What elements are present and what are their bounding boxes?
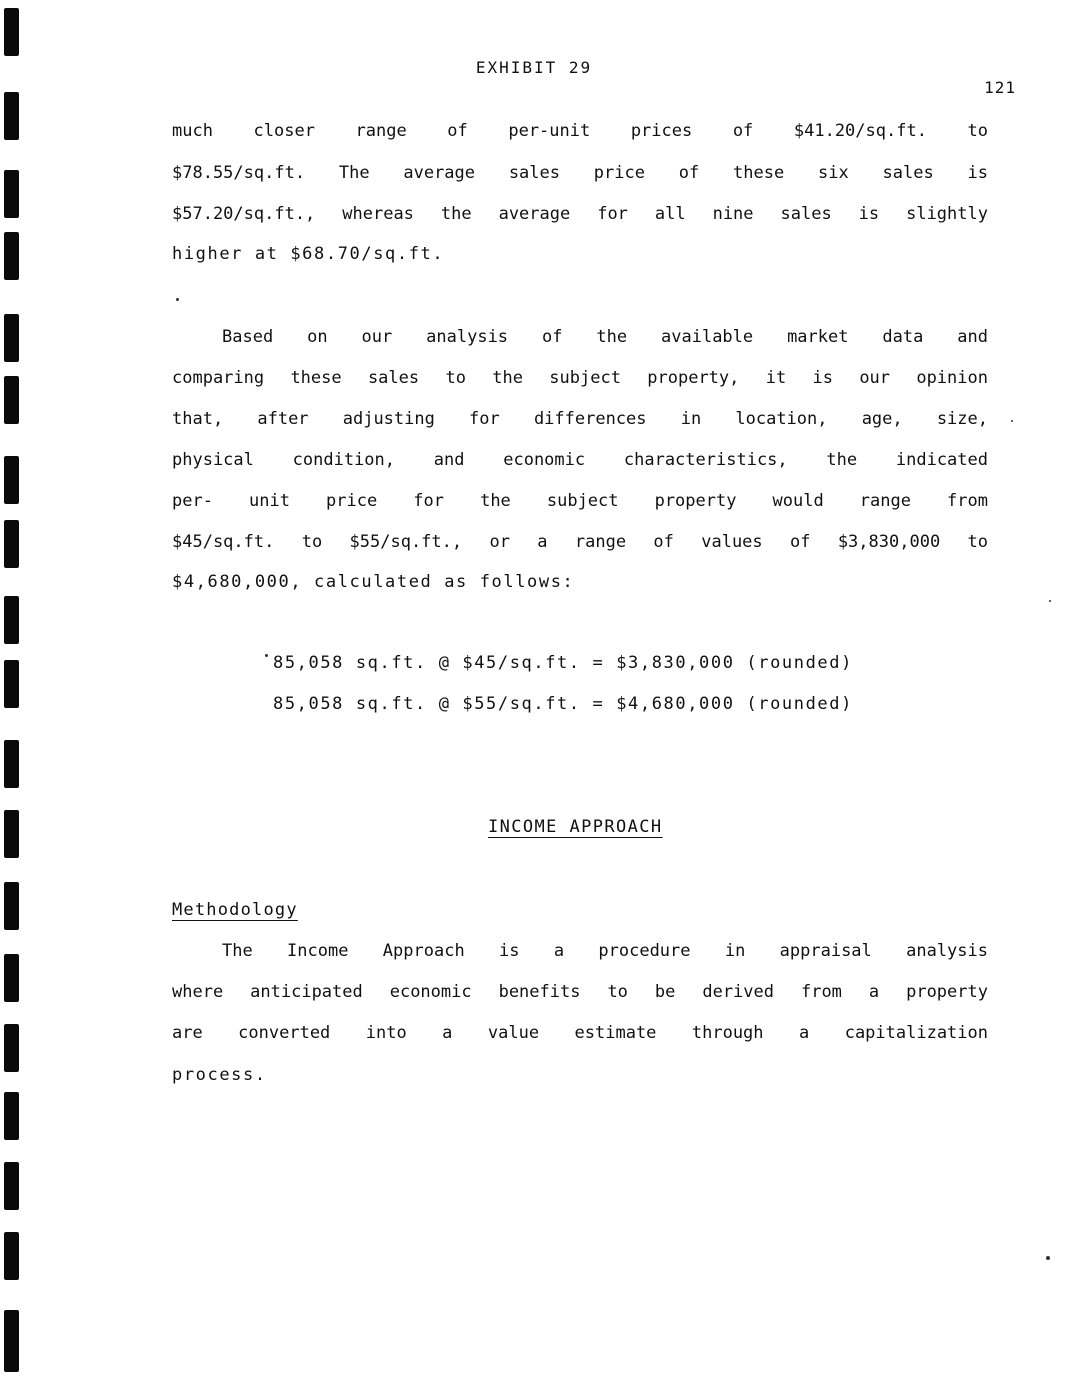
margin-mark [4, 740, 19, 788]
scan-speck [176, 298, 179, 301]
page-number: 121 [984, 78, 1016, 97]
exhibit-label: EXHIBIT 29 [475, 58, 593, 77]
margin-mark [4, 1024, 19, 1072]
margin-mark [4, 954, 19, 1002]
margin-mark [4, 660, 19, 708]
margin-mark [4, 1232, 19, 1280]
paragraph-2-line: physical condition, and economic characteristics, the indicated [172, 450, 988, 470]
paragraph-1-line: $57.20/sq.ft., whereas the average for all nine sales is slightly [172, 204, 988, 224]
paragraph-1-line: much closer range of per-unit prices of $41.20/sq.ft. to [172, 121, 988, 141]
margin-mark [4, 376, 19, 424]
section-heading: INCOME APPROACH [488, 817, 663, 837]
calculation-line: 85,058 sq.ft. @ $45/sq.ft. = $3,830,000 (rounded) [273, 653, 853, 673]
scan-speck [1011, 420, 1013, 422]
paragraph-2-line: comparing these sales to the subject property, it is our opinion [172, 368, 988, 388]
paragraph-3-line: where anticipated economic benefits to be derived from a property [172, 982, 988, 1002]
margin-mark [4, 8, 19, 56]
margin-mark [4, 314, 19, 362]
margin-mark [4, 1092, 19, 1140]
margin-mark [4, 810, 19, 858]
paragraph-2-line: $4,680,000, calculated as follows: [172, 572, 575, 592]
margin-mark [4, 456, 19, 504]
margin-mark [4, 92, 19, 140]
paragraph-2-line: Based on our analysis of the available market data and [222, 327, 988, 347]
paragraph-2-line: $45/sq.ft. to $55/sq.ft., or a range of values of $3,830,000 to [172, 532, 988, 552]
scan-speck [1046, 1256, 1050, 1260]
paragraph-1-line: $78.55/sq.ft. The average sales price of these six sales is [172, 163, 988, 183]
calculation-line: 85,058 sq.ft. @ $55/sq.ft. = $4,680,000 (rounded) [273, 694, 853, 714]
paragraph-3-line: are converted into a value estimate through a capitalization [172, 1023, 988, 1043]
paragraph-3-line: The Income Approach is a procedure in appraisal analysis [222, 941, 988, 961]
scan-speck [1049, 600, 1051, 602]
margin-mark [4, 596, 19, 644]
paragraph-2-line: that, after adjusting for differences in location, age, size, [172, 409, 988, 429]
margin-mark [4, 232, 19, 280]
margin-mark [4, 170, 19, 218]
subsection-heading: Methodology [172, 900, 298, 920]
margin-mark [4, 1162, 19, 1210]
paragraph-1-line: higher at $68.70/sq.ft. [172, 244, 445, 264]
margin-mark [4, 1310, 19, 1372]
paragraph-2-line: per- unit price for the subject property would range from [172, 491, 988, 511]
margin-mark [4, 520, 19, 568]
scan-speck [265, 654, 268, 657]
margin-mark [4, 882, 19, 930]
paragraph-3-line: process. [172, 1065, 267, 1085]
